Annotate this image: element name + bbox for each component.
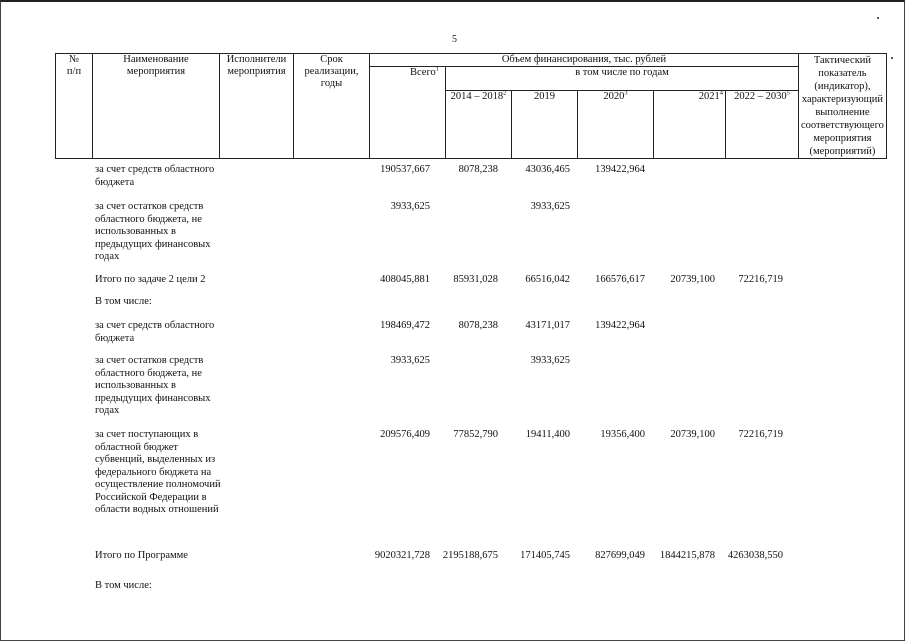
header-name-sub: мероприятия	[126, 66, 186, 77]
header-year-2022-2030	[726, 91, 799, 159]
value-2022-2030: 72216,719	[738, 429, 783, 440]
row-label: В том числе:	[95, 580, 152, 591]
header-executors: Исполнители	[226, 54, 287, 65]
year-label: 2014 – 2018	[450, 91, 504, 102]
value-2019: 43171,017	[525, 320, 570, 331]
year-label: 2020	[603, 91, 625, 102]
value-2019: 3933,625	[530, 201, 570, 212]
value-2021: 1844215,878	[659, 550, 715, 561]
value-total: 9020321,728	[374, 550, 430, 561]
value-2014-2018: 85931,028	[453, 274, 498, 285]
scan-speck	[877, 17, 879, 19]
header-executors-sub: мероприятия	[227, 66, 286, 77]
value-2022-2030: 72216,719	[738, 274, 783, 285]
year-label: 2022 – 2030	[734, 91, 787, 102]
row-label: Итого по задаче 2 цели 2	[95, 274, 206, 285]
year-label: 2021	[698, 91, 720, 102]
header-funding-title: Объем финансирования, тыс. рублей	[370, 54, 799, 67]
header-term-cell	[294, 54, 370, 159]
value-2021: 20739,100	[670, 429, 715, 440]
value-2019: 43036,465	[525, 164, 570, 175]
header-number-sub: п/п	[66, 66, 82, 77]
row-label: за счет средств областного бюджета	[95, 164, 215, 188]
table-header	[55, 53, 887, 159]
value-2014-2018: 8078,238	[458, 320, 498, 331]
header-incl-years: в том числе по годам	[446, 67, 799, 91]
row-label: за счет остатков средств областного бюджета, не использованных в предыдущих финансовых годах	[95, 355, 211, 416]
value-2020: 139422,964	[595, 164, 645, 175]
header-name-cell	[93, 54, 220, 159]
header-year-2020	[578, 91, 654, 159]
header-total: Всего	[410, 67, 436, 78]
value-2020: 166576,617	[595, 274, 645, 285]
footnote-mark: 1	[435, 65, 439, 73]
row-label: за счет остатков средств областного бюджета, не использованных в предыдущих финансовых годах	[95, 201, 211, 262]
header-number: №	[68, 54, 80, 65]
value-total: 3933,625	[390, 355, 430, 366]
row-label: В том числе:	[95, 296, 152, 307]
header-number-cell	[56, 54, 93, 159]
value-2019: 66516,042	[525, 274, 570, 285]
value-total: 408045,881	[380, 274, 430, 285]
header-tactical: Тактический показатель (индикатор), характеризующий выполнение соответствующего мероприятия (мероприятий)	[799, 54, 887, 159]
row-label: за счет поступающих в областной бюджет субвенций, выделенных из федерального бюджета на осуществление полномочий Российской Федерации в области водных отношений	[95, 429, 221, 515]
value-2020: 19356,400	[600, 429, 645, 440]
value-2014-2018: 2195188,675	[442, 550, 498, 561]
value-2019: 19411,400	[525, 429, 570, 440]
value-2019: 171405,745	[520, 550, 570, 561]
header-term: Срок	[320, 54, 343, 65]
header-term-sub2: годы	[320, 78, 343, 89]
value-total: 209576,409	[380, 429, 430, 440]
value-2019: 3933,625	[530, 355, 570, 366]
header-year-2019	[512, 91, 578, 159]
header-executors-cell	[220, 54, 294, 159]
page-number: 5	[452, 34, 457, 45]
header-term-sub: реализации,	[304, 66, 359, 77]
scan-speck	[891, 57, 893, 59]
value-2021: 20739,100	[670, 274, 715, 285]
value-total: 198469,472	[380, 320, 430, 331]
row-label: Итого по Программе	[95, 550, 188, 561]
footnote-mark: 2	[503, 89, 507, 97]
value-total: 3933,625	[390, 201, 430, 212]
value-2014-2018: 8078,238	[458, 164, 498, 175]
year-label: 2019	[534, 91, 555, 102]
footnote-mark: 4	[719, 89, 723, 97]
value-2020: 139422,964	[595, 320, 645, 331]
footnote-mark: 3	[624, 89, 628, 97]
value-total: 190537,667	[380, 164, 430, 175]
header-year-2014-2018	[446, 91, 512, 159]
value-2022-2030: 4263038,550	[727, 550, 783, 561]
value-2014-2018: 77852,790	[453, 429, 498, 440]
header-year-2021	[654, 91, 726, 159]
value-2020: 827699,049	[595, 550, 645, 561]
row-label: за счет средств областного бюджета	[95, 320, 215, 344]
footnote-mark: 5	[786, 89, 790, 97]
header-name: Наименование	[123, 54, 189, 65]
header-total-cell	[370, 67, 446, 159]
